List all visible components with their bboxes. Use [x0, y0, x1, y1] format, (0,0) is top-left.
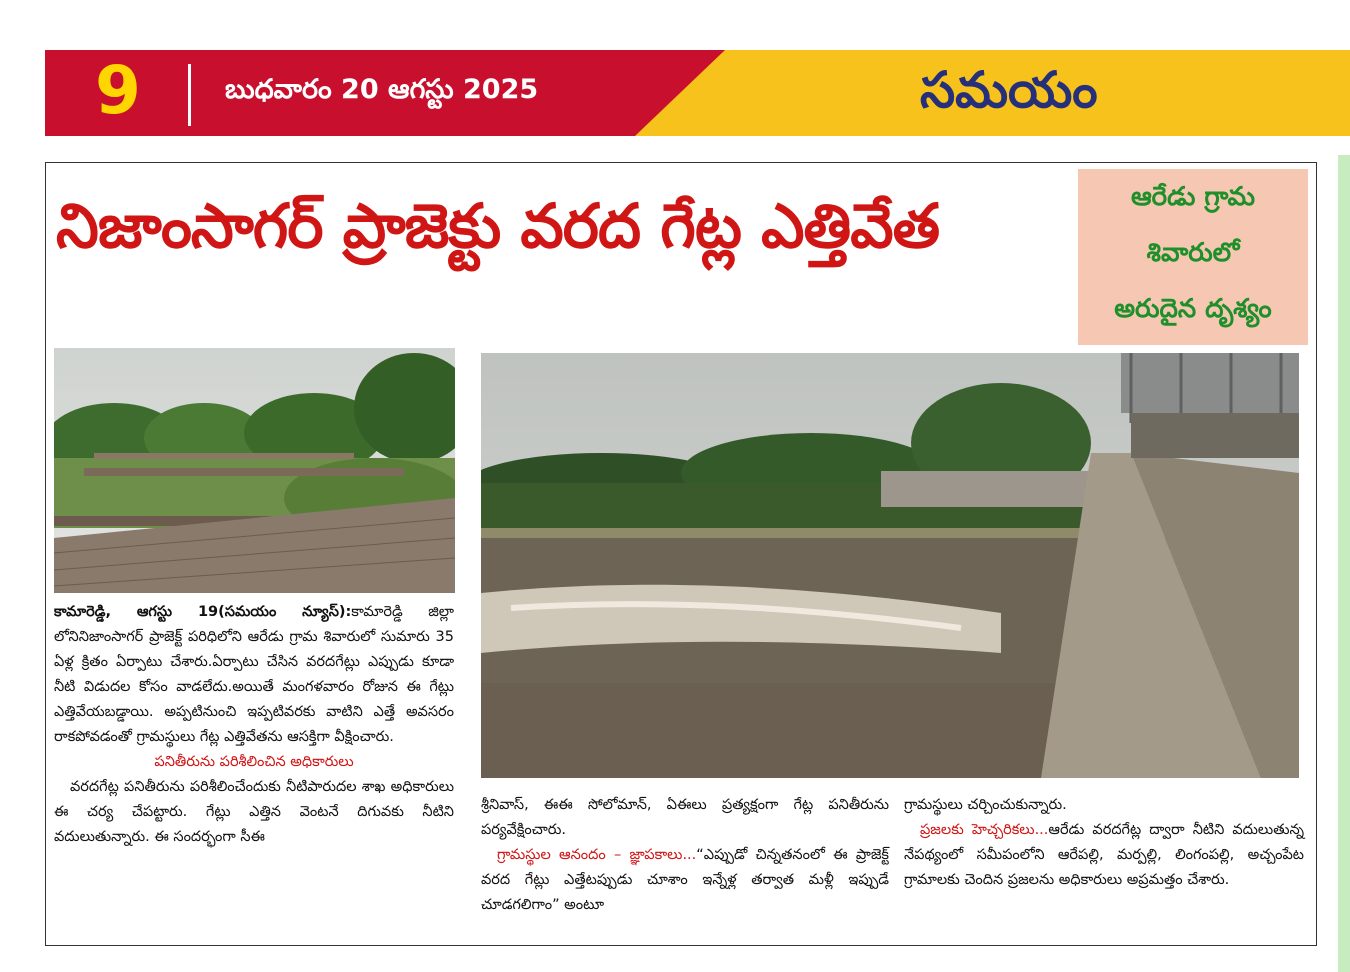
highlight-line: శివారులో	[1146, 238, 1240, 268]
headline: నిజాంసాగర్ ప్రాజెక్టు వరద గేట్ల ఎత్తివేత	[56, 191, 940, 262]
highlight-line: అరుదైన దృశ్యం	[1114, 294, 1272, 324]
side-strip	[1338, 155, 1350, 972]
header-divider	[188, 64, 191, 126]
highlight-line: ఆరేడు గ్రామ	[1130, 182, 1256, 212]
paragraph: వరదగేట్ల పనితీరును పరిశీలించేందుకు నీటిపారుదల శాఖ అధికారులు ఈ చర్య చేపట్టారు. గేట్లు ఎత్తిన వెంటనే దిగువకు నీటిని వదులుతున్నారు. ఈ సందర్భంగా సీఈ	[54, 779, 454, 845]
article-column-2	[481, 793, 889, 918]
dateline: కామారెడ్డి, ఆగస్టు 19(సమయం న్యూస్):	[54, 604, 352, 620]
page-number: 9	[95, 52, 141, 129]
lead-in: గ్రామస్థుల ఆనందం – జ్ఞాపకాలు...	[497, 847, 697, 863]
news-article	[45, 162, 1317, 946]
page-header	[45, 50, 1350, 136]
highlight-box	[1078, 169, 1308, 345]
photo-flood-gates	[481, 353, 1299, 778]
issue-date: బుధవారం 20 ఆగస్టు 2025	[225, 74, 539, 105]
paragraph: “ఎప్పుడో చిన్నతనంలో ఈ ప్రాజెక్ట్ వరద గేట్లు ఎత్తేటప్పుడు చూశాం ఇన్నేళ్ల తర్వాత మళ్లీ ఇప్పుడే చూడగలిగాం” అంటూ	[481, 847, 889, 913]
masthead-logo: సమయం	[920, 60, 1098, 119]
paragraph: కామారెడ్డి జిల్లా లోనినిజాంసాగర్ ప్రాజెక్ట్ పరిధిలోని ఆరేడు గ్రామ శివారులో సుమారు 35 ఏళ్ల క్రితం ఏర్పాటు చేశారు.ఏర్పాటు చేసిన వరదగేట్లు ఎప్పుడు కూడా నీటి విడుదల కోసం వాడలేదు.అయితే మంగళవారం రోజున ఈ గేట్లు ఎత్తివేయబడ్డాయి. అప్పటినుంచి ఇప్పటివరకు వాటిని ఎత్తే అవసరం రాకపోవడంతో గ్రామస్థులు గేట్ల ఎత్తివేతను ఆసక్తిగా వీక్షించారు.	[54, 604, 454, 745]
article-column-1	[54, 600, 454, 850]
paragraph: గ్రామస్థులు చర్చించుకున్నారు.	[904, 797, 1067, 813]
lead-in: ప్రజలకు హెచ్చరికలు...	[920, 822, 1049, 838]
paragraph: ఆరేడు వరదగేట్ల ద్వారా నీటిని వదులుతున్న నేపథ్యంలో సమీపంలోని ఆరేపల్లి, మర్పల్లి, లింగంపల్లి, అచ్చంపేట గ్రామాలకు చెందిన ప్రజలను అధికారులు అప్రమత్తం చేశారు.	[904, 822, 1304, 888]
article-column-3	[904, 793, 1304, 893]
subheading: పనితీరును పరిశీలించిన అధికారులు	[154, 754, 354, 770]
photo-villagers-watching	[54, 348, 455, 593]
paragraph: శ్రీనివాస్, ఈఈ సోలోమాన్, ఏఈలు ప్రత్యక్షంగా గేట్ల పనితీరును పర్యవేక్షించారు.	[481, 797, 889, 838]
